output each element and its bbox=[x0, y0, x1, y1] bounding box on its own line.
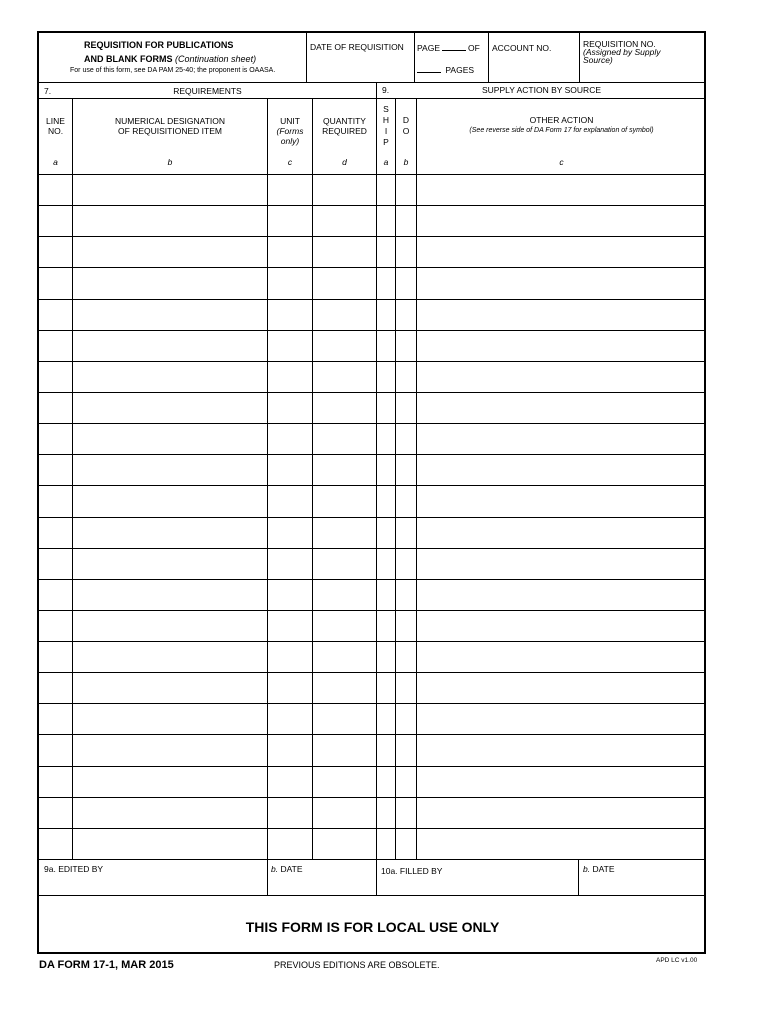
other-action-cell[interactable] bbox=[417, 331, 706, 361]
requisition-table-body bbox=[39, 174, 706, 859]
quantity-cell[interactable] bbox=[313, 798, 376, 828]
col-ship-h: H bbox=[382, 115, 390, 125]
col-ship-s: S bbox=[383, 104, 389, 114]
col-quantity-heading2: REQUIRED bbox=[322, 126, 367, 136]
date-of-requisition-label: DATE OF REQUISITION bbox=[310, 42, 404, 52]
line-no-cell[interactable] bbox=[39, 735, 72, 765]
col-do-d: D bbox=[402, 115, 410, 125]
designation-cell[interactable] bbox=[73, 580, 267, 610]
table-row bbox=[39, 641, 706, 672]
col-do-o: O bbox=[402, 126, 410, 136]
editions-note: PREVIOUS EDITIONS ARE OBSOLETE. bbox=[274, 960, 440, 970]
form-title-line1: REQUISITION FOR PUBLICATIONS bbox=[84, 40, 234, 50]
designation-cell[interactable] bbox=[73, 735, 267, 765]
ship-cell[interactable] bbox=[377, 518, 395, 548]
of-label: OF bbox=[468, 43, 480, 53]
table-row bbox=[39, 703, 706, 734]
line-no-cell[interactable] bbox=[39, 393, 72, 423]
edited-by-num: 9a. bbox=[44, 864, 56, 874]
col-quantity-heading1: QUANTITY bbox=[323, 116, 366, 126]
designation-cell[interactable] bbox=[73, 300, 267, 330]
filled-by-num: 10a. bbox=[381, 866, 398, 876]
designation-cell[interactable] bbox=[73, 611, 267, 641]
page-of-row bbox=[417, 42, 480, 53]
date1-label bbox=[271, 864, 303, 874]
ship-cell[interactable] bbox=[377, 268, 395, 298]
do-cell[interactable] bbox=[396, 735, 416, 765]
local-use-notice: THIS FORM IS FOR LOCAL USE ONLY bbox=[245, 919, 500, 935]
do-cell[interactable] bbox=[396, 175, 416, 205]
line-no-cell[interactable] bbox=[39, 206, 72, 236]
do-cell[interactable] bbox=[396, 642, 416, 672]
line-no-cell[interactable] bbox=[39, 486, 72, 516]
designation-cell[interactable] bbox=[73, 642, 267, 672]
quantity-cell[interactable] bbox=[313, 704, 376, 734]
col-letter-9b: b bbox=[403, 157, 409, 167]
unit-cell[interactable] bbox=[268, 206, 312, 236]
do-cell[interactable] bbox=[396, 704, 416, 734]
table-row bbox=[39, 797, 706, 828]
unit-cell[interactable] bbox=[268, 642, 312, 672]
page-label: PAGE bbox=[417, 43, 440, 53]
col-other-action-note: (See reverse side of DA Form 17 for explanation of symbol) bbox=[469, 127, 654, 134]
unit-cell[interactable] bbox=[268, 735, 312, 765]
date1-text: DATE bbox=[280, 864, 303, 874]
designation-cell[interactable] bbox=[73, 486, 267, 516]
other-action-cell[interactable] bbox=[417, 673, 706, 703]
section7-number: 7. bbox=[44, 86, 52, 96]
table-row bbox=[39, 766, 706, 797]
table-row bbox=[39, 174, 706, 205]
prescribing-note: For use of this form, see DA PAM 25-40; the proponent is OAASA. bbox=[70, 67, 276, 74]
unit-cell[interactable] bbox=[268, 331, 312, 361]
quantity-cell[interactable] bbox=[313, 393, 376, 423]
col-other-action-heading: OTHER ACTION bbox=[529, 115, 594, 125]
designation-cell[interactable] bbox=[73, 331, 267, 361]
ship-cell[interactable] bbox=[377, 611, 395, 641]
designation-cell[interactable] bbox=[73, 767, 267, 797]
do-cell[interactable] bbox=[396, 362, 416, 392]
other-action-cell[interactable] bbox=[417, 424, 706, 454]
unit-cell[interactable] bbox=[268, 798, 312, 828]
table-row bbox=[39, 205, 706, 236]
designation-cell[interactable] bbox=[73, 206, 267, 236]
form-title-italic: (Continuation sheet) bbox=[175, 54, 257, 64]
ship-cell[interactable] bbox=[377, 767, 395, 797]
date-of-requisition-field[interactable] bbox=[307, 51, 413, 81]
designation-cell[interactable] bbox=[73, 549, 267, 579]
form-title-bold: AND BLANK FORMS bbox=[84, 54, 173, 64]
designation-cell[interactable] bbox=[73, 175, 267, 205]
designation-cell[interactable] bbox=[73, 237, 267, 267]
section7-title: REQUIREMENTS bbox=[173, 86, 242, 96]
line-no-cell[interactable] bbox=[39, 611, 72, 641]
table-row bbox=[39, 548, 706, 579]
other-action-cell[interactable] bbox=[417, 206, 706, 236]
quantity-cell[interactable] bbox=[313, 518, 376, 548]
table-row bbox=[39, 734, 706, 765]
version-label: APD LC v1.00 bbox=[656, 957, 698, 964]
other-action-cell[interactable] bbox=[417, 268, 706, 298]
do-cell[interactable] bbox=[396, 829, 416, 859]
unit-cell[interactable] bbox=[268, 767, 312, 797]
designation-cell[interactable] bbox=[73, 268, 267, 298]
other-action-cell[interactable] bbox=[417, 237, 706, 267]
ship-cell[interactable] bbox=[377, 424, 395, 454]
other-action-cell[interactable] bbox=[417, 175, 706, 205]
designation-cell[interactable] bbox=[73, 518, 267, 548]
table-row bbox=[39, 299, 706, 330]
requisition-no-note2: Source) bbox=[583, 55, 613, 65]
ship-cell[interactable] bbox=[377, 798, 395, 828]
quantity-cell[interactable] bbox=[313, 268, 376, 298]
filled-by-field[interactable] bbox=[377, 877, 578, 895]
other-action-cell[interactable] bbox=[417, 362, 706, 392]
col-ship-p: P bbox=[383, 137, 389, 147]
date2-text: DATE bbox=[592, 864, 615, 874]
unit-cell[interactable] bbox=[268, 518, 312, 548]
col-letter-9a: a bbox=[383, 157, 389, 167]
do-cell[interactable] bbox=[396, 767, 416, 797]
col-letter-9c: c bbox=[559, 157, 564, 167]
unit-cell[interactable] bbox=[268, 424, 312, 454]
edited-by-label bbox=[44, 864, 103, 874]
line-no-cell[interactable] bbox=[39, 518, 72, 548]
line-no-cell[interactable] bbox=[39, 455, 72, 485]
col-designation-heading1: NUMERICAL DESIGNATION bbox=[114, 116, 226, 126]
line-no-cell[interactable] bbox=[39, 798, 72, 828]
unit-cell[interactable] bbox=[268, 580, 312, 610]
line-no-cell[interactable] bbox=[39, 704, 72, 734]
edited-by-text: EDITED BY bbox=[58, 864, 104, 874]
quantity-cell[interactable] bbox=[313, 580, 376, 610]
unit-cell[interactable] bbox=[268, 486, 312, 516]
edited-by-field[interactable] bbox=[40, 875, 267, 895]
unit-cell[interactable] bbox=[268, 362, 312, 392]
unit-cell[interactable] bbox=[268, 829, 312, 859]
do-cell[interactable] bbox=[396, 331, 416, 361]
account-no-label: ACCOUNT NO. bbox=[492, 43, 552, 53]
ship-cell[interactable] bbox=[377, 362, 395, 392]
table-row bbox=[39, 579, 706, 610]
ship-cell[interactable] bbox=[377, 735, 395, 765]
designation-cell[interactable] bbox=[73, 829, 267, 859]
line-no-cell[interactable] bbox=[39, 642, 72, 672]
quantity-cell[interactable] bbox=[313, 549, 376, 579]
ship-cell[interactable] bbox=[377, 673, 395, 703]
table-row bbox=[39, 672, 706, 703]
designation-cell[interactable] bbox=[73, 798, 267, 828]
unit-cell[interactable] bbox=[268, 300, 312, 330]
do-cell[interactable] bbox=[396, 206, 416, 236]
page-number-field[interactable] bbox=[442, 42, 466, 51]
col-unit-heading2: (Forms bbox=[276, 126, 304, 136]
table-row bbox=[39, 517, 706, 548]
designation-cell[interactable] bbox=[73, 424, 267, 454]
do-cell[interactable] bbox=[396, 611, 416, 641]
other-action-cell[interactable] bbox=[417, 300, 706, 330]
quantity-cell[interactable] bbox=[313, 486, 376, 516]
date1-letter: b. bbox=[271, 864, 279, 874]
do-cell[interactable] bbox=[396, 455, 416, 485]
other-action-cell[interactable] bbox=[417, 611, 706, 641]
ship-cell[interactable] bbox=[377, 549, 395, 579]
section9-title: SUPPLY ACTION BY SOURCE bbox=[481, 85, 602, 95]
do-cell[interactable] bbox=[396, 518, 416, 548]
quantity-cell[interactable] bbox=[313, 455, 376, 485]
line-no-cell[interactable] bbox=[39, 331, 72, 361]
col-letter-a: a bbox=[53, 157, 58, 167]
quantity-cell[interactable] bbox=[313, 237, 376, 267]
designation-cell[interactable] bbox=[73, 393, 267, 423]
other-action-cell[interactable] bbox=[417, 393, 706, 423]
table-row bbox=[39, 454, 706, 485]
quantity-cell[interactable] bbox=[313, 642, 376, 672]
table-row bbox=[39, 392, 706, 423]
section9-number: 9. bbox=[382, 85, 390, 95]
requisition-no-field[interactable] bbox=[580, 65, 705, 81]
table-row bbox=[39, 485, 706, 516]
quantity-cell[interactable] bbox=[313, 735, 376, 765]
ship-cell[interactable] bbox=[377, 829, 395, 859]
ship-cell[interactable] bbox=[377, 486, 395, 516]
account-no-field[interactable] bbox=[489, 53, 578, 81]
other-action-cell[interactable] bbox=[417, 642, 706, 672]
quantity-cell[interactable] bbox=[313, 300, 376, 330]
ship-cell[interactable] bbox=[377, 175, 395, 205]
ship-cell[interactable] bbox=[377, 331, 395, 361]
other-action-cell[interactable] bbox=[417, 767, 706, 797]
line-no-cell[interactable] bbox=[39, 767, 72, 797]
ship-cell[interactable] bbox=[377, 455, 395, 485]
col-letter-b: b bbox=[167, 157, 173, 167]
table-row bbox=[39, 361, 706, 392]
do-cell[interactable] bbox=[396, 580, 416, 610]
do-cell[interactable] bbox=[396, 300, 416, 330]
ship-cell[interactable] bbox=[377, 237, 395, 267]
date2-label bbox=[583, 864, 615, 874]
do-cell[interactable] bbox=[396, 549, 416, 579]
other-action-cell[interactable] bbox=[417, 580, 706, 610]
do-cell[interactable] bbox=[396, 237, 416, 267]
unit-cell[interactable] bbox=[268, 673, 312, 703]
form-id: DA FORM 17-1, MAR 2015 bbox=[39, 959, 174, 971]
do-cell[interactable] bbox=[396, 798, 416, 828]
requisition-no-label: REQUISITION NO. bbox=[583, 39, 656, 49]
requisition-form bbox=[37, 31, 706, 954]
table-row bbox=[39, 610, 706, 641]
unit-cell[interactable] bbox=[268, 268, 312, 298]
other-action-cell[interactable] bbox=[417, 486, 706, 516]
do-cell[interactable] bbox=[396, 486, 416, 516]
do-cell[interactable] bbox=[396, 393, 416, 423]
date2-letter: b. bbox=[583, 864, 591, 874]
ship-cell[interactable] bbox=[377, 206, 395, 236]
designation-cell[interactable] bbox=[73, 704, 267, 734]
other-action-cell[interactable] bbox=[417, 829, 706, 859]
table-row bbox=[39, 236, 706, 267]
quantity-cell[interactable] bbox=[313, 611, 376, 641]
quantity-cell[interactable] bbox=[313, 362, 376, 392]
ship-cell[interactable] bbox=[377, 704, 395, 734]
quantity-cell[interactable] bbox=[313, 829, 376, 859]
line-no-cell[interactable] bbox=[39, 424, 72, 454]
ship-cell[interactable] bbox=[377, 300, 395, 330]
col-designation-heading2: OF REQUISITIONED ITEM bbox=[118, 126, 222, 136]
table-row bbox=[39, 267, 706, 298]
pages-label: PAGES bbox=[445, 65, 475, 75]
col-line-no-heading2: NO. bbox=[47, 126, 64, 136]
line-no-cell[interactable] bbox=[39, 300, 72, 330]
other-action-cell[interactable] bbox=[417, 455, 706, 485]
unit-cell[interactable] bbox=[268, 237, 312, 267]
quantity-cell[interactable] bbox=[313, 331, 376, 361]
col-line-no-heading1: LINE bbox=[46, 116, 65, 126]
other-action-cell[interactable] bbox=[417, 549, 706, 579]
other-action-cell[interactable] bbox=[417, 704, 706, 734]
filled-by-label bbox=[381, 866, 442, 876]
col-ship-i: I bbox=[384, 126, 388, 136]
ship-cell[interactable] bbox=[377, 580, 395, 610]
line-no-cell[interactable] bbox=[39, 549, 72, 579]
unit-cell[interactable] bbox=[268, 455, 312, 485]
do-cell[interactable] bbox=[396, 424, 416, 454]
table-row bbox=[39, 330, 706, 361]
unit-cell[interactable] bbox=[268, 611, 312, 641]
line-no-cell[interactable] bbox=[39, 580, 72, 610]
quantity-cell[interactable] bbox=[313, 206, 376, 236]
line-no-cell[interactable] bbox=[39, 237, 72, 267]
quantity-cell[interactable] bbox=[313, 175, 376, 205]
table-row bbox=[39, 423, 706, 454]
line-no-cell[interactable] bbox=[39, 268, 72, 298]
line-no-cell[interactable] bbox=[39, 175, 72, 205]
other-action-cell[interactable] bbox=[417, 518, 706, 548]
do-cell[interactable] bbox=[396, 673, 416, 703]
col-unit-heading3: only) bbox=[280, 136, 300, 146]
form-title-line2 bbox=[84, 54, 256, 64]
quantity-cell[interactable] bbox=[313, 424, 376, 454]
line-no-cell[interactable] bbox=[39, 673, 72, 703]
quantity-cell[interactable] bbox=[313, 767, 376, 797]
designation-cell[interactable] bbox=[73, 362, 267, 392]
other-action-cell[interactable] bbox=[417, 798, 706, 828]
unit-cell[interactable] bbox=[268, 175, 312, 205]
table-row bbox=[39, 828, 706, 859]
total-pages-field[interactable] bbox=[417, 64, 441, 73]
filled-by-text: FILLED BY bbox=[399, 866, 443, 876]
other-action-cell[interactable] bbox=[417, 735, 706, 765]
unit-cell[interactable] bbox=[268, 393, 312, 423]
pages-row bbox=[417, 64, 474, 75]
filled-date-field[interactable] bbox=[579, 875, 705, 895]
designation-cell[interactable] bbox=[73, 455, 267, 485]
quantity-cell[interactable] bbox=[313, 673, 376, 703]
do-cell[interactable] bbox=[396, 268, 416, 298]
ship-cell[interactable] bbox=[377, 393, 395, 423]
unit-cell[interactable] bbox=[268, 704, 312, 734]
unit-cell[interactable] bbox=[268, 549, 312, 579]
requisition-no-note1: (Assigned by Supply bbox=[583, 47, 661, 57]
line-no-cell[interactable] bbox=[39, 362, 72, 392]
line-no-cell[interactable] bbox=[39, 829, 72, 859]
col-letter-c: c bbox=[287, 157, 293, 167]
designation-cell[interactable] bbox=[73, 673, 267, 703]
ship-cell[interactable] bbox=[377, 642, 395, 672]
col-unit-heading1: UNIT bbox=[280, 116, 300, 126]
col-letter-d: d bbox=[342, 157, 347, 167]
edited-date-field[interactable] bbox=[268, 875, 376, 895]
